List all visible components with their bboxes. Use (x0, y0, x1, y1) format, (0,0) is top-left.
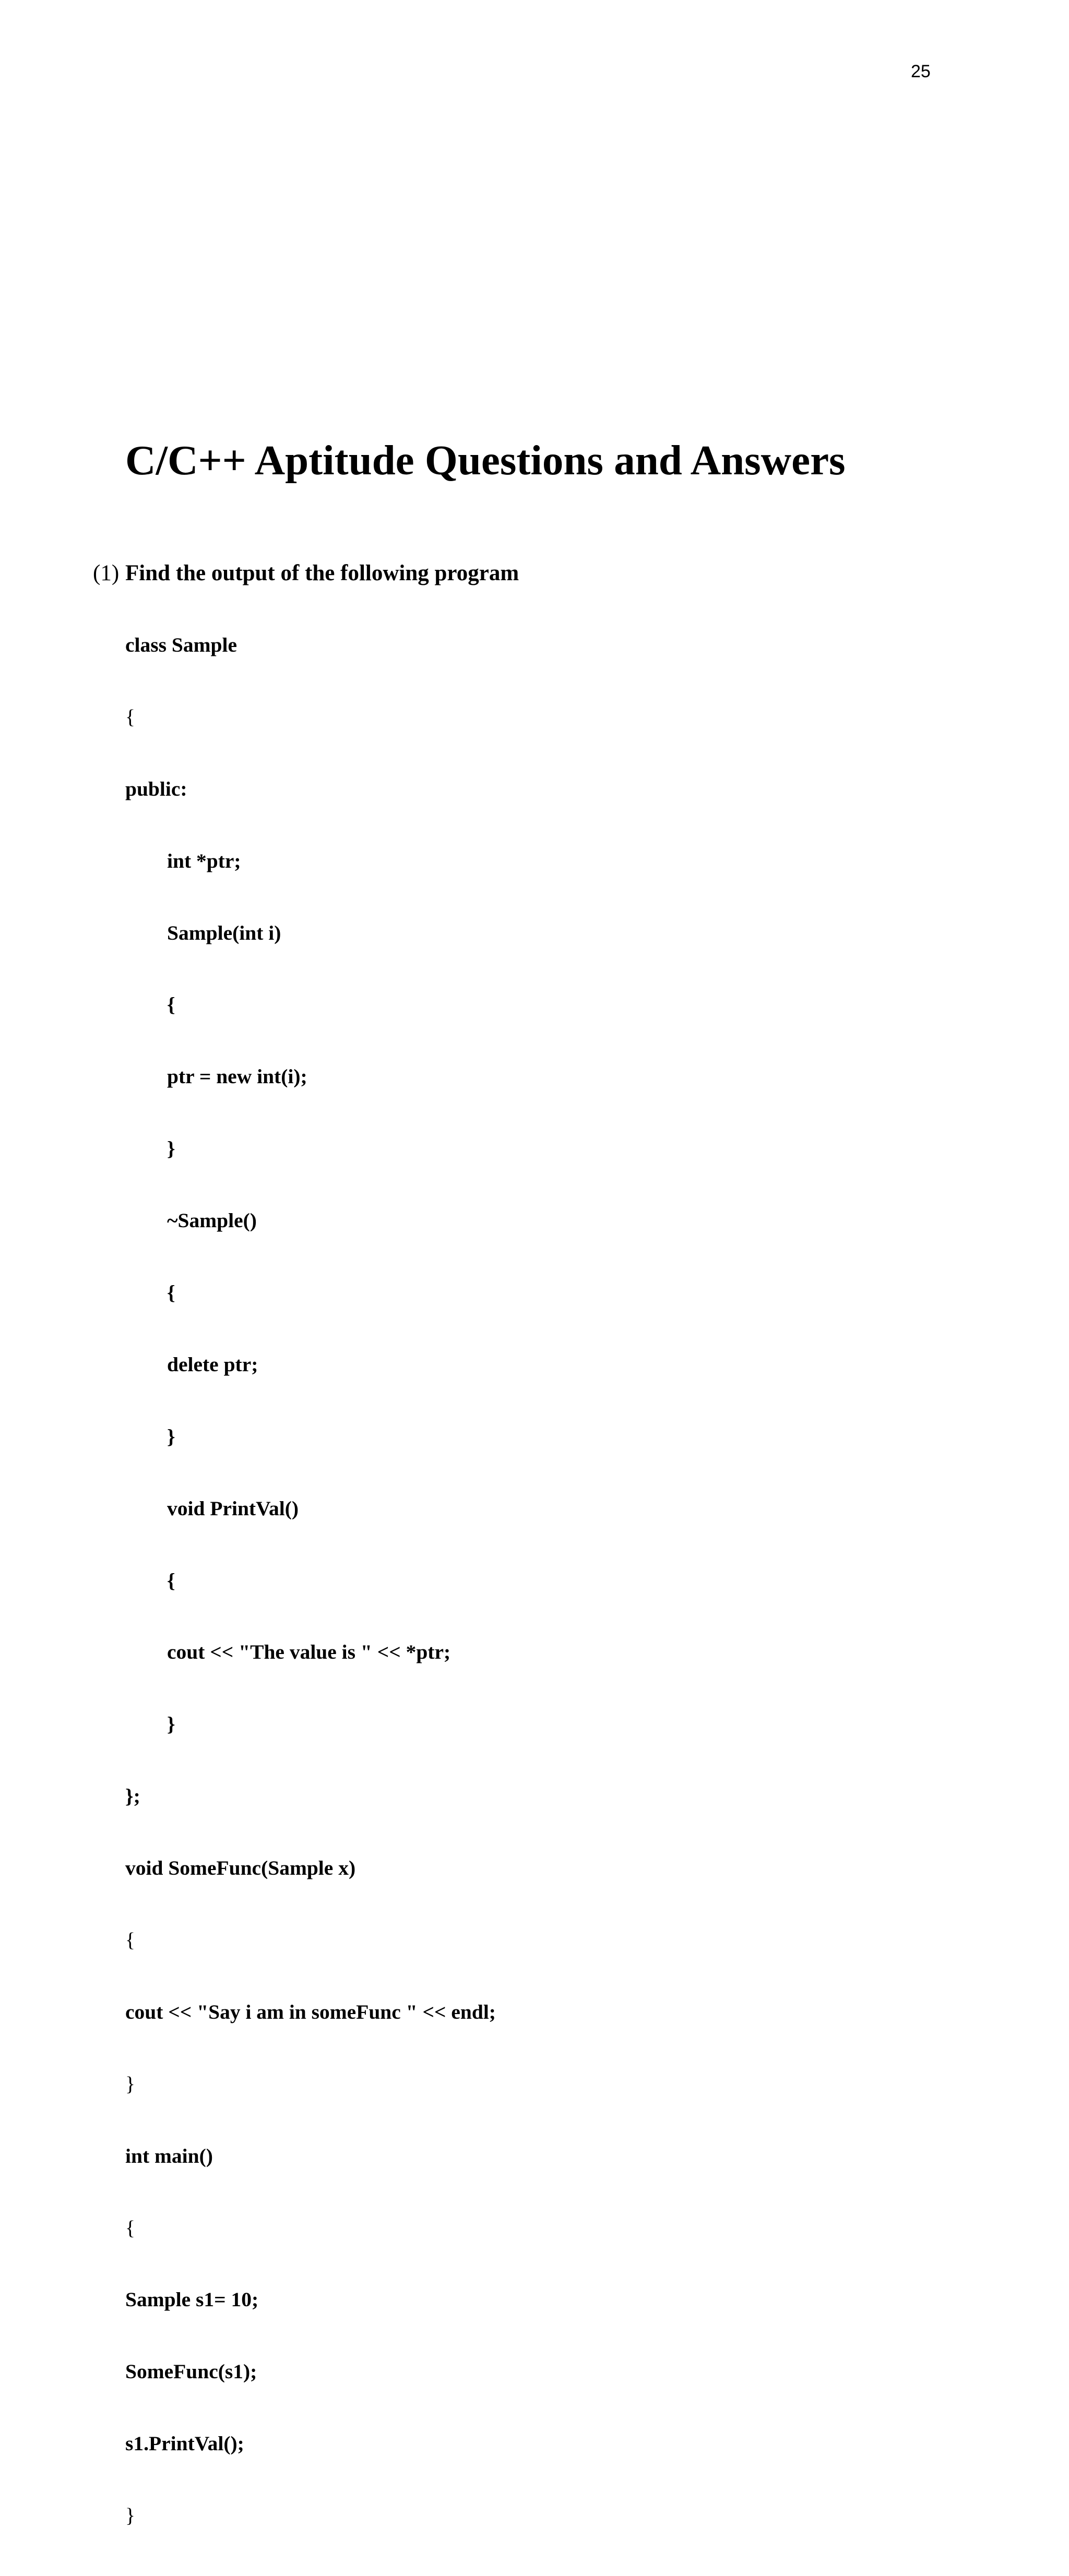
code-line: { (125, 2216, 135, 2239)
code-line: void SomeFunc(Sample x) (125, 1856, 356, 1880)
code-line: int main() (125, 2144, 213, 2167)
code-line: int *ptr; (167, 849, 241, 872)
code-line: } (167, 1137, 175, 1160)
code-line: { (167, 1568, 175, 1592)
code-line: Sample s1= 10; (125, 2288, 259, 2311)
question-text: Find the output of the following program (125, 561, 519, 585)
code-block (125, 585, 519, 2576)
code-line: { (167, 1281, 175, 1304)
question-1 (93, 561, 519, 2576)
code-line: cout << "The value is " << *ptr; (167, 1640, 451, 1664)
code-line: } (167, 1712, 175, 1736)
code-line: } (125, 2504, 135, 2527)
code-line: { (125, 1928, 135, 1952)
code-line: SomeFunc(s1); (125, 2360, 257, 2383)
code-line: class Sample (125, 633, 237, 656)
code-line: delete ptr; (167, 1352, 258, 1376)
page-title: C/C++ Aptitude Questions and Answers (125, 437, 846, 484)
question-number: (1) (93, 561, 120, 585)
code-line: s1.PrintVal(); (125, 2432, 244, 2455)
code-line: ptr = new int(i); (167, 1065, 307, 1088)
question-header (93, 561, 519, 585)
code-line: { (167, 993, 175, 1016)
code-line: }; (125, 1784, 140, 1808)
code-line: public: (125, 777, 187, 800)
code-line: ~Sample() (167, 1209, 257, 1232)
code-line: Sample(int i) (167, 921, 281, 944)
code-line: cout << "Say i am in someFunc " << endl; (125, 2000, 496, 2023)
code-line: } (167, 1424, 175, 1448)
code-line: { (125, 705, 135, 728)
page-number: 25 (911, 62, 931, 81)
code-line: void PrintVal() (167, 1496, 299, 1520)
code-line: } (125, 2072, 135, 2095)
